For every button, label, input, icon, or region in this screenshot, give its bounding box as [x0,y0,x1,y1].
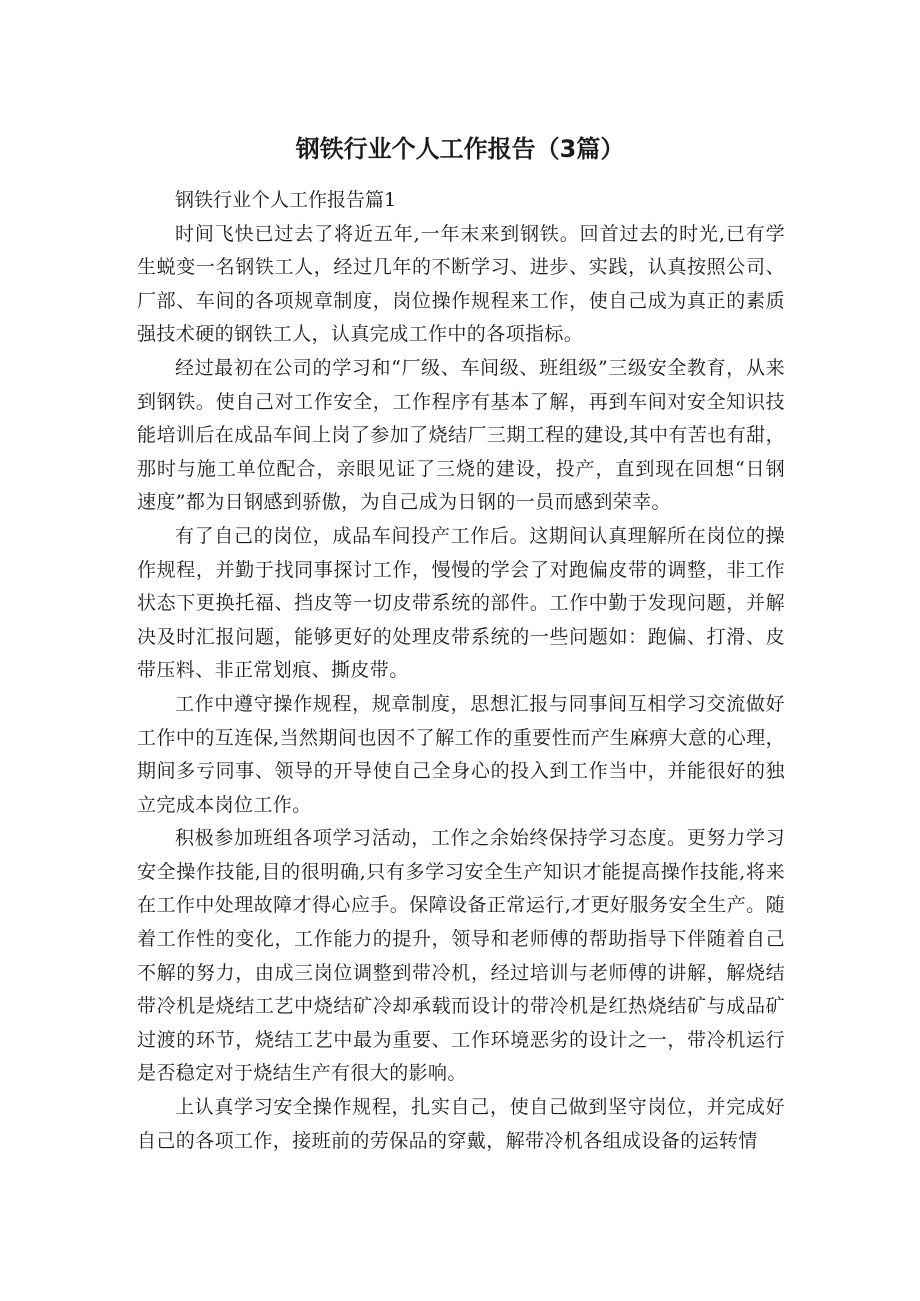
paragraph-3: 有了自己的岗位，成品车间投产工作后。这期间认真理解所在岗位的操作规程，并勤于找同事探讨工作，慢慢的学会了对跑偏皮带的调整，非工作状态下更换托福、挡皮等一切皮带系统的部件。工作中勤于发现问题，并解决及时汇报问题，能够更好的处理皮带系统的一些问题如：跑偏、打滑、皮带压料、非正常划痕、撕皮带。 [137,524,785,682]
document-body [137,184,785,1158]
paragraph-5: 积极参加班组各项学习活动，工作之余始终保持学习态度。更努力学习安全操作技能,目的很明确,只有多学习安全生产知识才能提高操作技能,将来在工作中处理故障才得心应手。保障设备正常运行,才更好服务安全生产。随着工作性的变化，工作能力的提升，领导和老师傅的帮助指导下伴随着自己不解的努力，由成三岗位调整到带冷机，经过培训与老师傅的讲解，解烧结带冷机是烧结工艺中烧结矿冷却承载而设计的带冷机是红热烧结矿与成品矿过渡的环节，烧结工艺中最为重要、工作环境恶劣的设计之一，带冷机运行是否稳定对于烧结生产有很大的影响。 [137,827,785,1085]
paragraph-6: 上认真学习安全操作规程，扎实自己，使自己做到坚守岗位，并完成好自己的各项工作，接班前的劳保品的穿戴，解带冷机各组成设备的运转情 [137,1096,785,1152]
document-title: 钢铁行业个人工作报告（3篇） [295,135,625,164]
paragraph-1: 时间飞快已过去了将近五年,一年末来到钢铁。回首过去的时光,已有学生蜕变一名钢铁工人，经过几年的不断学习、进步、实践，认真按照公司、厂部、车间的各项规章制度，岗位操作规程来工作，使自己成为真正的素质强技术硬的钢铁工人，认真完成工作中的各项指标。 [137,222,785,346]
section-heading: 钢铁行业个人工作报告篇1 [175,189,397,211]
paragraph-4: 工作中遵守操作规程，规章制度，思想汇报与同事间互相学习交流做好工作中的互连保,当然期间也因不了解工作的重要性而产生麻痹大意的心理，期间多亏同事、领导的开导使自己全身心的投入到工作当中，并能很好的独立完成本岗位工作。 [137,692,785,816]
paragraph-2: 经过最初在公司的学习和“厂级、车间级、班组级”三级安全教育，从来到钢铁。使自己对工作安全，工作程序有基本了解，再到车间对安全知识技能培训后在成品车间上岗了参加了烧结厂三期工程的建设,其中有苦也有甜，那时与施工单位配合，亲眼见证了三烧的建设，投产，直到现在回想“日钢速度”都为日钢感到骄傲，为自己成为日钢的一员而感到荣幸。 [137,356,785,514]
